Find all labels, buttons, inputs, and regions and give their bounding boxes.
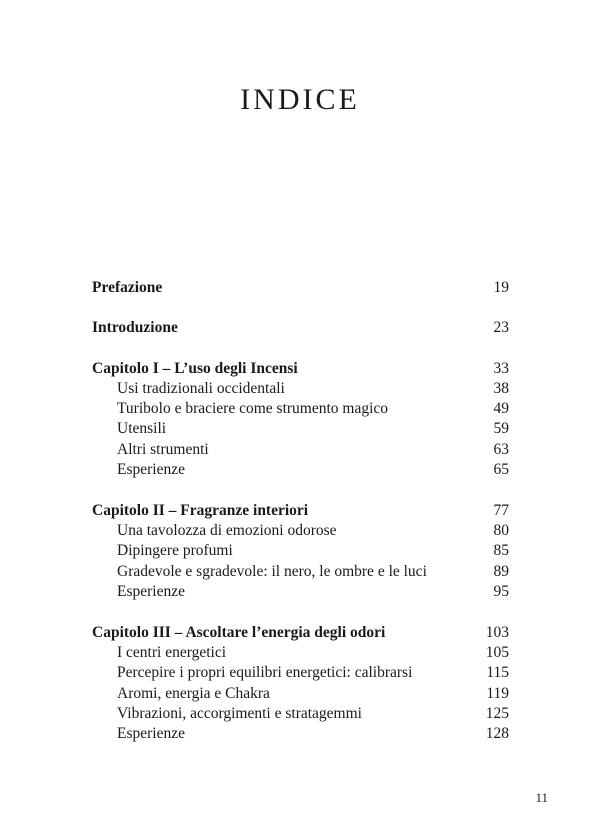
toc-page-number: 23 xyxy=(493,319,509,337)
section-spacer xyxy=(92,480,509,500)
toc-entry-row[interactable] xyxy=(92,399,509,419)
toc-entry-row[interactable] xyxy=(92,684,509,704)
toc-entry-label: Usi tradizionali occidentali xyxy=(117,379,285,397)
toc-page-number: 89 xyxy=(493,562,509,580)
toc-chapter-row[interactable] xyxy=(92,278,509,298)
toc-page-number: 80 xyxy=(493,522,509,540)
toc-section-capitolo-2 xyxy=(92,501,509,602)
toc-chapter-label: Prefazione xyxy=(92,279,163,296)
toc-entry-label: Gradevole e sgradevole: il nero, le ombre e le luci xyxy=(117,562,427,580)
toc-page-number: 103 xyxy=(485,623,509,641)
toc-section-capitolo-1 xyxy=(92,359,509,481)
toc-entry-row[interactable] xyxy=(92,541,509,561)
toc-section-prefazione xyxy=(92,278,509,298)
toc-page-number: 59 xyxy=(493,420,509,438)
toc-entry-row[interactable] xyxy=(92,663,509,683)
toc-page-number: 33 xyxy=(493,359,509,377)
toc-page-number: 85 xyxy=(493,542,509,560)
toc-page-number: 128 xyxy=(485,725,509,743)
folio-page-number: 11 xyxy=(535,790,548,805)
toc-chapter-label: Introduzione xyxy=(92,319,178,337)
toc-entry-row[interactable] xyxy=(92,724,509,744)
toc-page-number: 49 xyxy=(493,400,509,418)
toc-entry-label: Aromi, energia e Chakra xyxy=(117,684,270,702)
toc-entry-row[interactable] xyxy=(92,562,509,582)
toc-entry-label: Altri strumenti xyxy=(117,440,209,458)
toc-entry-row[interactable] xyxy=(92,460,509,480)
toc-entry-label: Esperienze xyxy=(117,582,185,600)
table-of-contents xyxy=(92,278,509,744)
toc-page-number: 115 xyxy=(486,664,509,682)
section-spacer xyxy=(92,602,509,622)
toc-entry-row[interactable] xyxy=(92,440,509,460)
toc-chapter-label: Capitolo I – L’uso degli Incensi xyxy=(92,359,298,377)
toc-page-number: 63 xyxy=(493,440,509,458)
toc-entry-label: Esperienze xyxy=(117,725,185,743)
toc-entry-row[interactable] xyxy=(92,582,509,602)
toc-page-number: 95 xyxy=(493,582,509,600)
toc-entry-label: Esperienze xyxy=(117,461,185,479)
toc-section-capitolo-3 xyxy=(92,623,509,745)
section-spacer xyxy=(92,339,509,359)
section-spacer xyxy=(92,298,509,318)
toc-entry-row[interactable] xyxy=(92,521,509,541)
toc-entry-label: Vibrazioni, accorgimenti e stratagemmi xyxy=(117,704,362,722)
toc-page-number: 19 xyxy=(493,279,509,296)
toc-entry-label: Utensili xyxy=(117,420,167,438)
toc-entry-label: Percepire i propri equilibri energetici: calibrarsi xyxy=(117,664,413,682)
toc-chapter-row[interactable] xyxy=(92,318,509,338)
toc-page-number: 38 xyxy=(493,379,509,397)
toc-chapter-row[interactable] xyxy=(92,501,509,521)
toc-page-number: 65 xyxy=(493,461,509,479)
toc-chapter-label: Capitolo III – Ascoltare l’energia degli odori xyxy=(92,623,386,641)
toc-entry-label: Dipingere profumi xyxy=(117,542,233,560)
page-title: INDICE xyxy=(240,83,360,116)
toc-entry-row[interactable] xyxy=(92,419,509,439)
toc-section-introduzione xyxy=(92,318,509,338)
toc-entry-label: Una tavolozza di emozioni odorose xyxy=(117,522,337,540)
toc-page-number: 125 xyxy=(485,704,509,722)
toc-entry-row[interactable] xyxy=(92,704,509,724)
toc-page-number: 119 xyxy=(486,684,509,702)
toc-page-number: 77 xyxy=(493,501,509,519)
toc-entry-label: I centri energetici xyxy=(117,643,227,661)
toc-entry-label: Turibolo e braciere come strumento magico xyxy=(117,400,389,418)
toc-page-number: 105 xyxy=(485,643,509,661)
toc-chapter-row[interactable] xyxy=(92,359,509,379)
toc-entry-row[interactable] xyxy=(92,643,509,663)
toc-chapter-row[interactable] xyxy=(92,623,509,643)
toc-chapter-label: Capitolo II – Fragranze interiori xyxy=(92,501,309,519)
toc-entry-row[interactable] xyxy=(92,379,509,399)
